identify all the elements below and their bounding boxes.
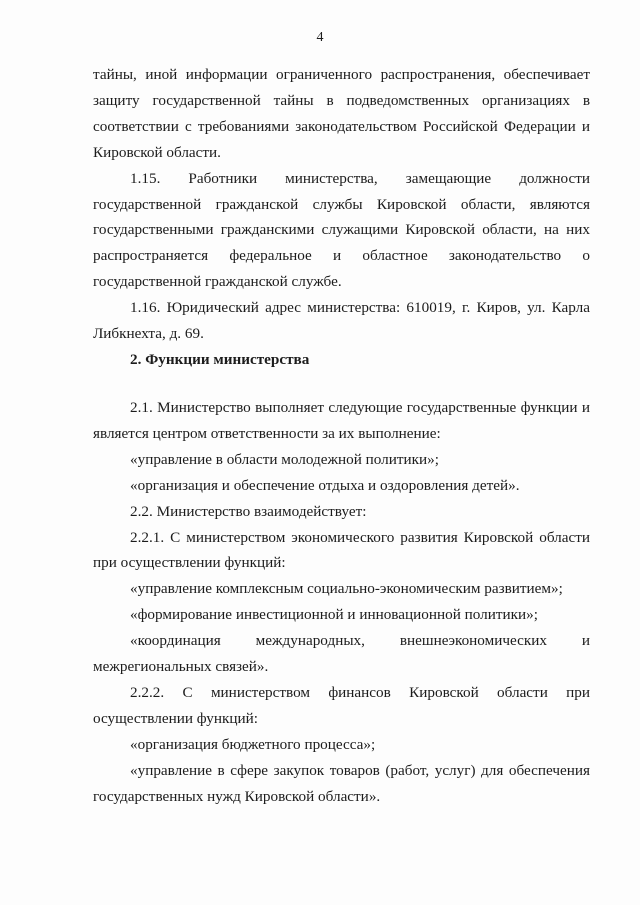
list-item-budget-process: «организация бюджетного процесса»; bbox=[130, 735, 376, 753]
paragraph-1-16: 1.16. Юридический адрес министерства: 610019, г. Киров, ул. Карла Либкнехта, д. 69. bbox=[93, 299, 590, 343]
paragraph-2-2: 2.2. Министерство взаимодействует: bbox=[130, 502, 367, 520]
list-item-coordination: «координация международных, внешнеэкономических и межрегиональных связей». bbox=[93, 632, 590, 676]
paragraph-2-2-1: 2.2.1. С министерством экономического развития Кировской области при осуществлении функций: bbox=[93, 528, 590, 572]
paragraph-1-15: 1.15. Работники министерства, замещающие должности государственной гражданской службы Кировской области, являются государственными гражданскими служащими Кировской области, на них распространяется федеральное и областное законодательство о государственной гражданской службе. bbox=[93, 169, 590, 291]
page-number: 4 bbox=[316, 30, 324, 45]
list-item-procurement: «управление в сфере закупок товаров (работ, услуг) для обеспечения государственных нужд Кировской области». bbox=[93, 761, 590, 805]
list-item-investment-policy: «формирование инвестиционной и инновационной политики»; bbox=[130, 606, 538, 624]
list-item-youth-policy: «управление в области молодежной политики»; bbox=[130, 450, 439, 468]
list-item-complex-development: «управление комплексным социально-экономическим развитием»; bbox=[130, 580, 563, 598]
paragraph-2-2-2: 2.2.2. С министерством финансов Кировской области при осуществлении функций: bbox=[93, 683, 590, 727]
paragraph-secret-continuation: тайны, иной информации ограниченного распространения, обеспечивает защиту государственной тайны в подведомственных организациях в соответствии с требованиями законодательством Российской Федерации и Кировской области. bbox=[93, 66, 590, 161]
document-body bbox=[93, 62, 590, 809]
list-item-children-rest: «организация и обеспечение отдыха и оздоровления детей». bbox=[130, 476, 520, 494]
section-2-content bbox=[93, 395, 590, 810]
section-heading: 2. Функции министерства bbox=[130, 350, 310, 368]
paragraph-2-1: 2.1. Министерство выполняет следующие государственные функции и является центром ответственности за их выполнение: bbox=[93, 398, 590, 442]
